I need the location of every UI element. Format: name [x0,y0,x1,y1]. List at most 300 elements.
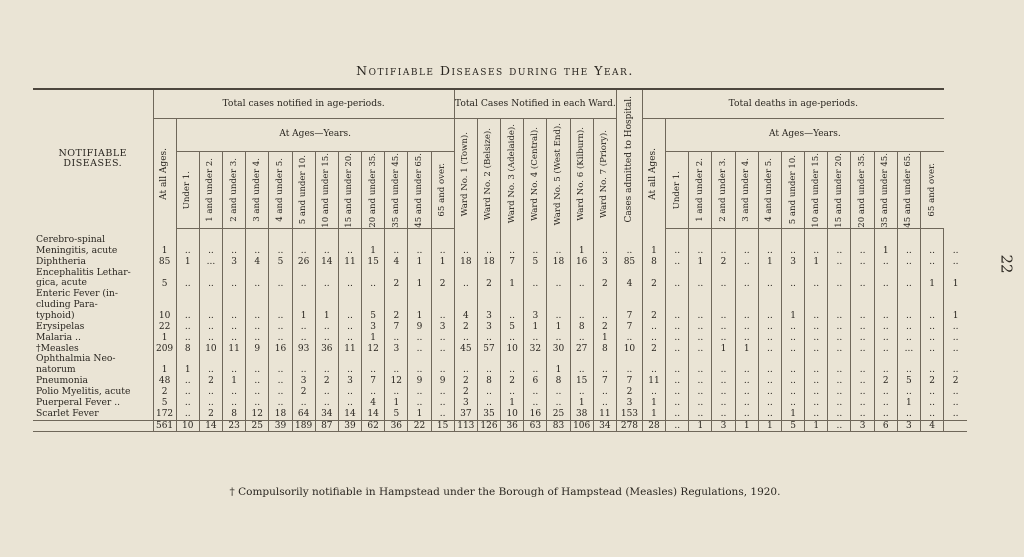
table-cell: .. [642,387,665,398]
table-cell [431,354,454,365]
table-cell: 1 [223,376,246,387]
table-cell [454,289,477,300]
table-cell [431,289,454,300]
table-cell: 5 [362,311,385,322]
table-cell [758,268,781,279]
table-cell: .. [828,322,851,333]
table-cell [454,229,477,246]
table-cell: .. [338,322,361,333]
table-cell [897,354,920,365]
table-cell: .. [758,398,781,409]
table-cell [921,229,944,246]
table-cell: .. [874,322,897,333]
case-age-column-header: 15 and under 20. [338,152,361,229]
table-cell [223,289,246,300]
ward-column-header: Ward No. 2 (Belsize). [477,119,500,229]
table-cell: .. [758,311,781,322]
table-cell: .. [874,365,897,376]
death-age-column-header: 45 and under 65. [897,152,920,229]
table-cell: .. [828,398,851,409]
table-cell: .. [897,246,920,257]
table-cell [689,229,712,246]
total-cell: 278 [616,420,642,432]
disease-name: Malaria .. [36,332,81,343]
table-row [33,365,967,376]
table-cell [501,268,524,279]
table-cell: .. [851,257,874,268]
table-cell: .. [758,322,781,333]
table-cell [176,300,199,311]
disease-name: Enteric Fever (in- [36,289,118,300]
table-cell: .. [712,387,735,398]
deaths-at-ages-header: At Ages—Years. [666,119,944,152]
table-cell: 64 [292,409,315,420]
table-cell: .. [712,376,735,387]
table-cell: 5 [153,278,176,289]
table-cell: .. [781,398,804,409]
table-cell: 5 [524,257,547,268]
table-cell: .. [666,322,689,333]
table-cell: .. [851,246,874,257]
table-cell: .. [874,333,897,344]
table-cell: .. [689,365,712,376]
disease-name: Scarlet Fever [36,408,99,419]
table-cell [176,289,199,300]
table-cell: .. [828,311,851,322]
table-cell [735,229,758,246]
table-cell: .. [944,365,967,376]
table-cell: .. [199,387,222,398]
table-cell: .. [616,365,642,376]
table-cell [338,354,361,365]
table-cell [246,229,269,246]
table-cell: 1 [524,322,547,333]
table-cell: .. [758,387,781,398]
table-cell: 22 [153,322,176,333]
total-cell: 1 [689,420,712,432]
table-cell: 9 [246,344,269,355]
table-cell [547,300,570,311]
table-cell [431,229,454,246]
table-cell [547,354,570,365]
table-cell: .. [758,344,781,355]
case-age-column-header: 65 and over. [431,152,454,229]
table-cell: .. [735,322,758,333]
table-row [33,333,967,344]
table-cell: .. [897,333,920,344]
table-cell: 1 [874,246,897,257]
table-cell: 11 [642,376,665,387]
table-cell: .. [176,333,199,344]
table-cell: .. [758,278,781,289]
table-cell: .. [477,398,500,409]
ward-column-header: Ward No. 6 (Kilburn). [570,119,593,229]
table-cell: .. [408,365,431,376]
table-cell: .. [851,409,874,420]
table-cell: .. [176,278,199,289]
deaths-all-ages-header: At all Ages. [642,119,665,229]
table-cell: 7 [362,376,385,387]
table-cell: .. [781,322,804,333]
table-cell: 2 [874,376,897,387]
table-cell [338,229,361,246]
table-cell: 12 [385,376,408,387]
total-cell: 10 [176,420,199,432]
table-cell: .. [269,398,292,409]
table-cell: .. [921,387,944,398]
table-cell [666,354,689,365]
table-cell: .. [223,333,246,344]
table-cell: .. [735,387,758,398]
table-cell: .. [851,333,874,344]
table-cell: 10 [153,311,176,322]
table-cell: .. [199,311,222,322]
table-cell [454,300,477,311]
case-age-column-header: 10 and under 15. [315,152,338,229]
table-cell: .. [338,365,361,376]
table-cell [501,354,524,365]
table-cell: 1 [362,333,385,344]
total-cell: 4 [921,420,944,432]
table-row [33,398,967,409]
table-cell: 5 [269,257,292,268]
table-cell [689,354,712,365]
table-cell: .. [315,333,338,344]
table-cell: .. [874,278,897,289]
table-cell: 3 [477,311,500,322]
table-cell: .. [874,344,897,355]
total-cell: 1 [735,420,758,432]
table-cell: .. [735,365,758,376]
table-cell: 12 [246,409,269,420]
table-cell: .. [666,387,689,398]
table-row [33,344,967,355]
table-row [33,268,967,279]
table-cell: 3 [292,376,315,387]
table-cell: .. [921,257,944,268]
table-cell: .. [781,246,804,257]
table-cell: .. [689,278,712,289]
table-cell [735,300,758,311]
table-cell: .. [246,246,269,257]
table-cell [176,229,199,246]
table-cell: 4 [246,257,269,268]
table-cell: 1 [501,278,524,289]
wards-group-header: Total Cases Notified in each Ward. [454,89,616,119]
disease-column-header: NOTIFIABLE DISEASES. [33,89,153,229]
table-cell [408,268,431,279]
table-cell: .. [199,322,222,333]
total-cell: 189 [292,420,315,432]
table-cell [292,229,315,246]
table-cell: .. [269,311,292,322]
table-cell: .. [292,322,315,333]
table-cell: .. [666,333,689,344]
table-cell [689,289,712,300]
notifiable-diseases-table [33,88,967,432]
table-cell [616,229,642,246]
table-cell: 2 [385,311,408,322]
total-cell: 3 [851,420,874,432]
table-cell: .. [874,409,897,420]
table-cell: .. [897,311,920,322]
table-cell [828,300,851,311]
table-cell: .. [805,246,828,257]
table-cell [246,268,269,279]
table-cell: 2 [199,376,222,387]
table-cell: .. [851,278,874,289]
table-row [33,354,967,365]
total-cell: 3 [897,420,920,432]
table-cell: .. [781,365,804,376]
table-cell [666,300,689,311]
table-cell [362,289,385,300]
table-cell: 85 [616,257,642,268]
table-cell: 153 [616,409,642,420]
table-cell: .. [477,365,500,376]
table-cell: .. [828,344,851,355]
hospital-column-header: Cases admitted to Hospital. [616,89,642,229]
table-cell: 1 [176,365,199,376]
table-cell: .. [781,278,804,289]
table-cell [570,354,593,365]
table-cell: .. [385,333,408,344]
table-cell: .. [315,322,338,333]
table-cell: 1 [362,246,385,257]
table-cell [689,300,712,311]
table-cell: .. [781,387,804,398]
total-cell [944,420,967,432]
table-cell: .. [246,365,269,376]
table-cell: .. [547,311,570,322]
table-cell: .. [385,365,408,376]
table-cell: 3 [593,257,616,268]
table-cell [269,268,292,279]
table-cell: .. [851,311,874,322]
total-cell: 39 [338,420,361,432]
table-cell: 3 [338,376,361,387]
table-cell: .. [338,398,361,409]
table-cell: .. [593,398,616,409]
table-cell: ... [897,344,920,355]
table-cell: .. [712,246,735,257]
table-cell: .. [666,365,689,376]
table-cell: 3 [524,311,547,322]
disease-name: natorum [36,365,76,376]
table-cell: 1 [547,365,570,376]
table-cell: .. [246,322,269,333]
table-cell [828,229,851,246]
table-cell [666,289,689,300]
table-cell [547,289,570,300]
table-cell: .. [315,387,338,398]
table-cell: .. [712,365,735,376]
table-cell: 2 [712,257,735,268]
table-cell: 45 [454,344,477,355]
table-cell: 1 [176,257,199,268]
table-cell [315,229,338,246]
table-cell: .. [338,387,361,398]
table-cell: .. [223,278,246,289]
table-cell: 4 [616,278,642,289]
table-row [33,322,967,333]
table-cell: .. [570,387,593,398]
table-cell [176,268,199,279]
table-cell: .. [431,311,454,322]
table-cell [292,289,315,300]
table-cell [269,300,292,311]
table-cell: 1 [642,409,665,420]
table-cell: .. [477,387,500,398]
table-cell: .. [758,409,781,420]
table-cell: 1 [944,311,967,322]
table-cell: .. [921,398,944,409]
disease-name: Cerebro-spinal [36,233,106,245]
table-cell: 14 [362,409,385,420]
table-cell [921,300,944,311]
table-cell: .. [921,365,944,376]
table-cell [246,289,269,300]
table-cell: .. [805,398,828,409]
table-cell: .. [524,278,547,289]
total-cell: 14 [199,420,222,432]
table-cell: 7 [385,322,408,333]
table-cell: .. [223,246,246,257]
case-age-column-header: 4 and under 5. [269,152,292,229]
table-cell: .. [758,246,781,257]
table-cell: 1 [153,246,176,257]
table-cell [153,289,176,300]
table-cell: 2 [454,376,477,387]
total-cell: 561 [153,420,176,432]
table-cell: .. [897,278,920,289]
table-cell [153,300,176,311]
table-cell [593,300,616,311]
table-cell: .. [781,333,804,344]
table-cell: .. [735,409,758,420]
table-cell: 5 [897,376,920,387]
table-cell: .. [828,333,851,344]
table-cell [851,268,874,279]
table-cell [431,300,454,311]
table-cell [246,300,269,311]
table-cell: .. [921,322,944,333]
table-cell [828,354,851,365]
table-cell: .. [362,278,385,289]
table-cell: 1 [408,278,431,289]
table-cell [666,229,689,246]
table-cell: .. [593,311,616,322]
table-cell [153,354,176,365]
table-cell: .. [944,387,967,398]
table-cell: .. [547,333,570,344]
table-cell [758,229,781,246]
table-cell: 30 [547,344,570,355]
table-cell: 2 [315,376,338,387]
table-cell [666,268,689,279]
table-cell: 8 [570,322,593,333]
table-cell [944,300,967,311]
table-cell: 3 [616,398,642,409]
table-cell: .. [944,344,967,355]
table-cell: 18 [454,257,477,268]
table-cell: .. [642,365,665,376]
table-cell: .. [431,333,454,344]
table-cell: 2 [642,344,665,355]
table-cell: 4 [454,311,477,322]
ward-column-header: Ward No. 1 (Town). [454,119,477,229]
table-cell [944,289,967,300]
table-cell [292,354,315,365]
table-cell: .. [315,246,338,257]
table-cell [524,229,547,246]
table-cell: .. [781,376,804,387]
disease-name: typhoid) [36,310,75,321]
table-cell [712,354,735,365]
table-cell: 2 [431,278,454,289]
table-cell: .. [223,365,246,376]
disease-name: Polio Myelitis, acute [36,386,131,397]
table-cell: 3 [431,322,454,333]
table-row [33,311,967,322]
table-cell [477,289,500,300]
table-cell: 85 [153,257,176,268]
table-cell [616,300,642,311]
table-cell: 9 [408,376,431,387]
table-cell [570,300,593,311]
table-cell: .. [712,322,735,333]
table-cell: 7 [501,257,524,268]
table-cell: .. [246,387,269,398]
table-cell [315,289,338,300]
table-cell: 209 [153,344,176,355]
table-cell: 8 [223,409,246,420]
table-cell: .. [385,387,408,398]
table-cell [501,289,524,300]
table-row [33,300,967,311]
table-cell [338,268,361,279]
table-cell: .. [431,409,454,420]
table-cell [176,354,199,365]
table-cell: .. [921,344,944,355]
table-cell [408,354,431,365]
case-age-column-header: 1 and under 2. [199,152,222,229]
table-cell: .. [616,246,642,257]
table-cell: 1 [735,344,758,355]
table-cell: 2 [921,376,944,387]
table-cell [805,354,828,365]
table-cell: 1 [570,246,593,257]
table-cell [897,268,920,279]
table-cell: 2 [454,322,477,333]
total-cell: .. [666,420,689,432]
table-cell: .. [315,398,338,409]
death-age-column-header: 65 and over. [921,152,944,229]
table-cell: .. [223,322,246,333]
table-cell: 10 [501,409,524,420]
table-cell [454,354,477,365]
table-cell: 34 [315,409,338,420]
table-cell [735,354,758,365]
table-cell: .. [851,376,874,387]
table-cell: .. [666,409,689,420]
table-cell: .. [454,278,477,289]
total-cell: 6 [874,420,897,432]
table-cell: .. [524,387,547,398]
table-cell: .. [431,246,454,257]
page-title: Notifiable Diseases during the Year. [356,63,634,78]
table-cell: .. [547,398,570,409]
